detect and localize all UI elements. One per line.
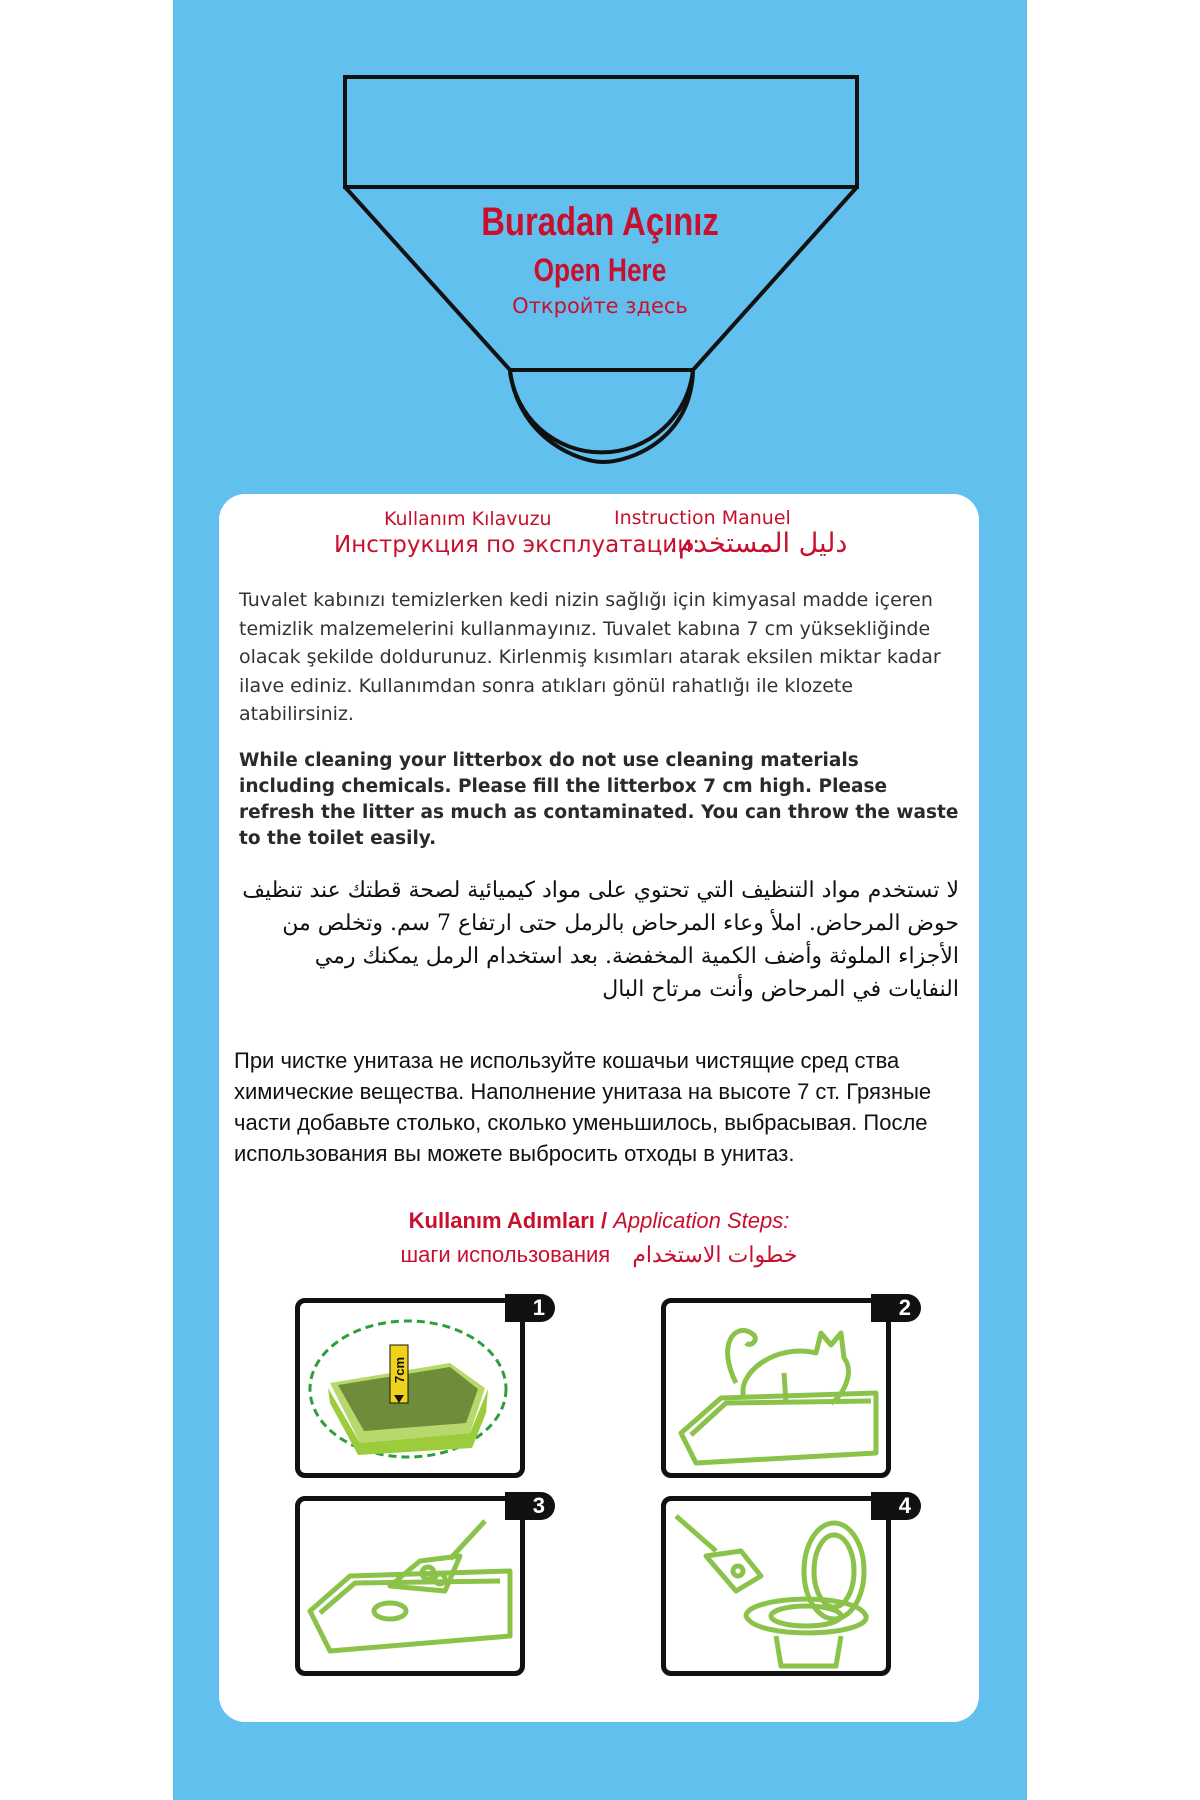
open-here-title-tr: Buradan Açınız [481, 200, 719, 244]
step-1 [295, 1298, 525, 1478]
step-2 [661, 1298, 891, 1478]
manual-heading-tr: Kullanım Kılavuzu [384, 508, 552, 530]
steps-heading-ar: خطوات الاستخدام [632, 1242, 798, 1267]
open-here-title-ru: Откройте здесь [512, 294, 688, 318]
step-4-number: 4 [871, 1492, 921, 1520]
measure-label: 7cm [392, 1356, 407, 1383]
steps-subheading [219, 1242, 979, 1268]
step-3-number: 3 [505, 1492, 555, 1520]
litterbox-fill-icon [300, 1303, 520, 1473]
step-1-number: 1 [505, 1294, 555, 1322]
scoop-litterbox-icon [300, 1501, 520, 1671]
steps-heading-tr: Kullanım Adımları / [408, 1208, 608, 1233]
cat-in-litterbox-icon [666, 1303, 886, 1473]
scoop-to-toilet-icon [666, 1501, 886, 1671]
instructions-en: While cleaning your litterbox do not use cleaning materials including chemicals. Please fill the litterbox 7 cm high. Please refresh the litter as much as contaminated. You can throw the waste to the toilet easily. [239, 750, 959, 849]
tear-round-tab [510, 370, 693, 452]
steps-heading-en: Application Steps: [613, 1208, 790, 1233]
instructions-ar: لا تستخدم مواد التنظيف التي تحتوي على مواد كيميائية لصحة قطتك عند تنظيف حوض المرحاض. املأ وعاء المرحاض بالرمل حتى ارتفاع 7 سم. وتخلص من الأجزاء الملوثة وأضف الكمية المخفضة. بعد استخدام الرمل يمكنك رمي النفايات في المرحاض وأنت مرتاح البال [242, 878, 959, 1002]
step-4 [661, 1496, 891, 1676]
step-2-number: 2 [871, 1294, 921, 1322]
tear-strip-rectangle [345, 77, 857, 187]
steps-heading [219, 1208, 979, 1234]
step-3 [295, 1496, 525, 1676]
open-here-title-en: Open Here [533, 252, 667, 288]
instruction-card [219, 494, 979, 1722]
instructions-tr: Tuvalet kabınızı temizlerken kedi nizin sağlığı için kimyasal madde içeren temizlik malzemelerini kullanmayınız. Tuvalet kabına 7 cm yüksekliğinde olacak şekilde doldurunuz. Kirlenmiş kısımları atarak eksilen miktar kadar ilave ediniz. Kullanımdan sonra atıkları gönül rahatlığı ile klozete atabilirsiniz. [239, 589, 941, 725]
manual-heading-en: Instruction Manuel [614, 507, 791, 529]
steps-heading-ru: шаги использования [400, 1242, 611, 1267]
manual-heading-ar: دليل المستخدم: [669, 528, 848, 559]
manual-heading-ru: Инструкция по эксплуатации: [334, 532, 700, 558]
tear-tab-curve [510, 372, 693, 462]
instructions-ru: При чистке унитаза не используйте кошачьи чистящие сред ства химические вещества. Наполнение унитаза на высоте 7 ст. Грязные части добавьте столько, сколько уменьшилось, выбрасывая. После использования вы можете выбросить отходы в унитаз. [234, 1048, 932, 1166]
